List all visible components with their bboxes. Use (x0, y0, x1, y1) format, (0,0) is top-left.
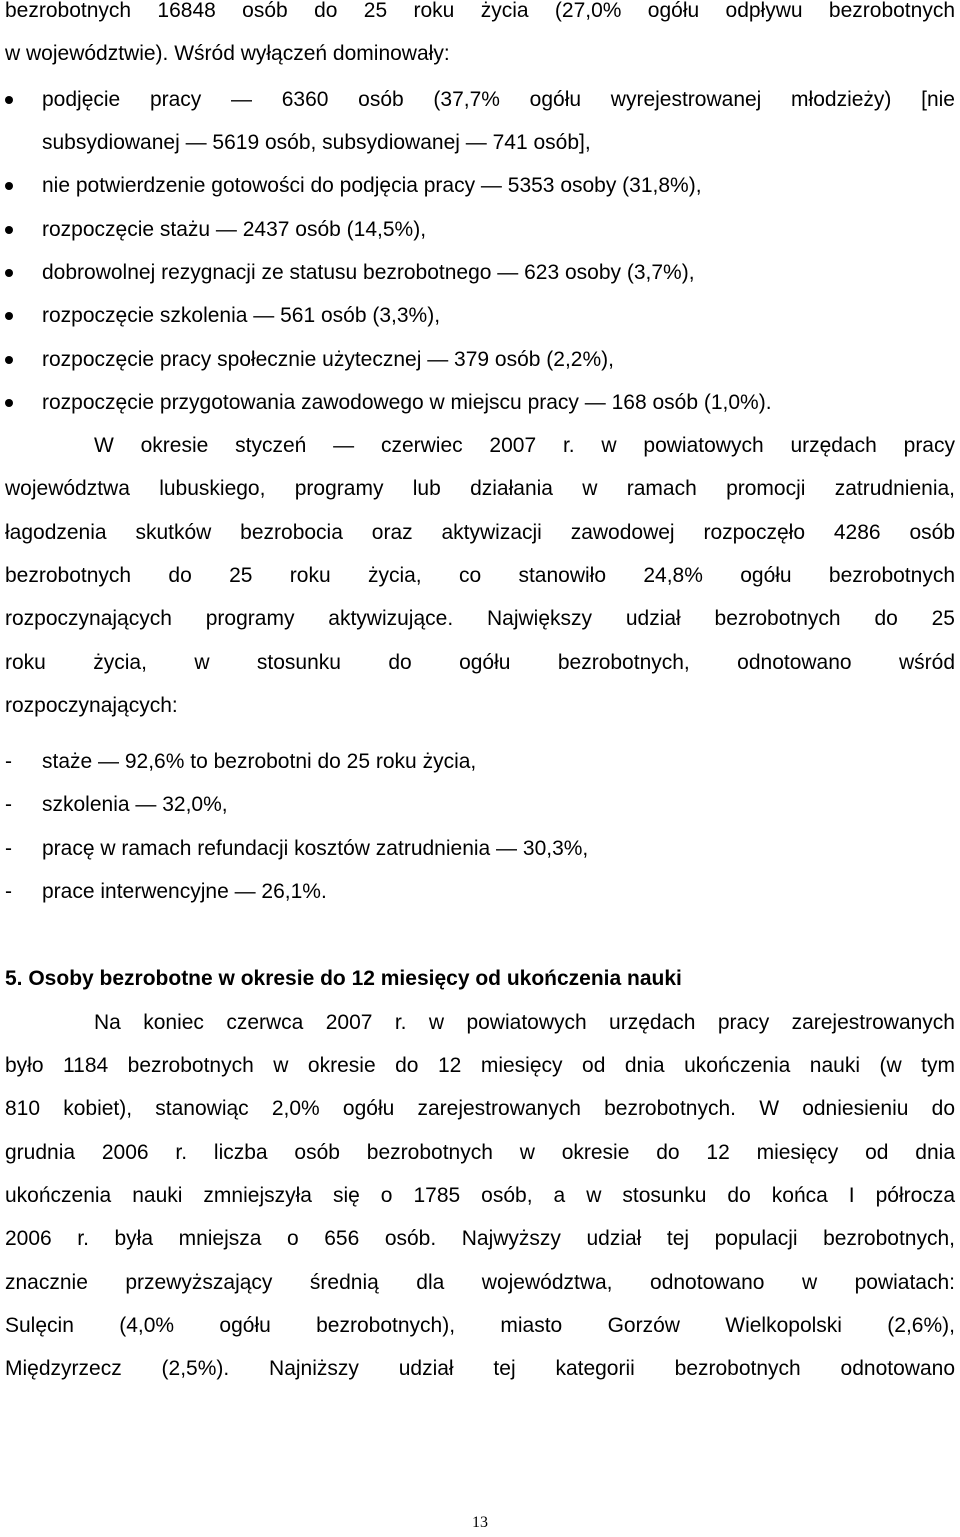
text-line: grudnia 2006 r. liczba osób bezrobotnych w okresie do 12 miesięcy od dnia (5, 1141, 955, 1164)
text-line: bezrobotnych do 25 roku życia, co stanowiło 24,8% ogółu bezrobotnych (5, 564, 955, 587)
text-line: roku życia, w stosunku do ogółu bezrobotnych, odnotowano wśród (5, 651, 955, 674)
list-item: rozpoczęcie pracy społecznie użytecznej — 379 osób (2,2%), (42, 348, 614, 371)
text-line: województwa lubuskiego, programy lub działania w ramach promocji zatrudnienia, (5, 477, 955, 500)
section-heading: 5. Osoby bezrobotne w okresie do 12 miesięcy od ukończenia nauki (5, 967, 682, 990)
text-line: 2006 r. była mniejsza o 656 osób. Najwyższy udział tej populacji bezrobotnych, (5, 1227, 955, 1250)
list-item: dobrowolnej rezygnacji ze statusu bezrobotnego — 623 osoby (3,7%), (42, 261, 695, 284)
text-line: 810 kobiet), stanowiąc 2,0% ogółu zarejestrowanych bezrobotnych. W odniesieniu do (5, 1097, 955, 1120)
bullet-icon (5, 96, 13, 104)
list-item: szkolenia — 32,0%, (42, 793, 228, 816)
page-number: 13 (472, 1514, 488, 1531)
dash-marker: - (5, 793, 12, 816)
list-item: podjęcie pracy — 6360 osób (37,7% ogółu wyrejestrowanej młodzieży) [nie (42, 88, 955, 111)
text-line: W okresie styczeń — czerwiec 2007 r. w powiatowych urzędach pracy (94, 434, 955, 457)
list-item: nie potwierdzenie gotowości do podjęcia pracy — 5353 osoby (31,8%), (42, 174, 702, 197)
text-line: w województwie). Wśród wyłączeń dominowały: (5, 42, 450, 65)
list-item: stażе — 92,6% to bezrobotni do 25 roku życia, (42, 750, 477, 773)
text-line: znacznie przewyższający średnią dla województwa, odnotowano w powiatach: (5, 1271, 955, 1294)
bullet-icon (5, 356, 13, 364)
text-line: Międzyrzecz (2,5%). Najniższy udział tej kategorii bezrobotnych odnotowano (5, 1357, 955, 1380)
text-line: bezrobotnych 16848 osób do 25 roku życia (27,0% ogółu odpływu bezrobotnych (5, 0, 955, 22)
bullet-icon (5, 182, 13, 190)
text-line: rozpoczynających programy aktywizujące. Największy udział bezrobotnych do 25 (5, 607, 955, 630)
list-item-continuation: subsydiowanej — 5619 osób, subsydiowanej — 741 osób], (42, 131, 591, 154)
text-line: ukończenia nauki zmniejszyła się o 1785 osób, a w stosunku do końca I półrocza (5, 1184, 955, 1207)
dash-marker: - (5, 837, 12, 860)
list-item: pracę w ramach refundacji kosztów zatrudnienia — 30,3%, (42, 837, 589, 860)
bullet-icon (5, 399, 13, 407)
dash-marker: - (5, 880, 12, 903)
list-item: rozpoczęcie stażu — 2437 osób (14,5%), (42, 218, 427, 241)
text-line: łagodzenia skutków bezrobocia oraz aktywizacji zawodowej rozpoczęło 4286 osób (5, 521, 955, 544)
list-item: rozpoczęcie przygotowania zawodowego w miejscu pracy — 168 osób (1,0%). (42, 391, 772, 414)
bullet-icon (5, 269, 13, 277)
bullet-icon (5, 226, 13, 234)
list-item: prace interwencyjne — 26,1%. (42, 880, 327, 903)
text-line: Na koniec czerwca 2007 r. w powiatowych urzędach pracy zarejestrowanych (94, 1011, 955, 1034)
text-line: było 1184 bezrobotnych w okresie do 12 miesięcy od dnia ukończenia nauki (w tym (5, 1054, 955, 1077)
text-line: rozpoczynających: (5, 694, 178, 717)
dash-marker: - (5, 750, 12, 773)
text-line: Sulęcin (4,0% ogółu bezrobotnych), miasto Gorzów Wielkopolski (2,6%), (5, 1314, 955, 1337)
list-item: rozpoczęcie szkolenia — 561 osób (3,3%), (42, 304, 441, 327)
bullet-icon (5, 312, 13, 320)
